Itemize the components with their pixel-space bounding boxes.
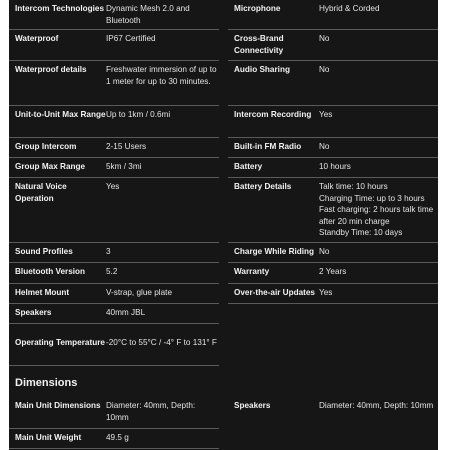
spec-row — [9, 284, 438, 304]
spec-label: Microphone — [234, 4, 281, 13]
spec-label: Cross-Brand Connectivity — [234, 34, 284, 55]
spec-cell-warranty — [228, 263, 438, 284]
spec-value: Dynamic Mesh 2.0 and Bluetooth — [106, 4, 190, 25]
spec-value: Up to 1km / 0.6mi — [106, 110, 171, 119]
spec-value: Talk time: 10 hours Charging Time: up to 3 hours Fast charging: 2 hours talk time after 20 min charge Standby Time: 10 days — [319, 182, 434, 237]
spec-value: 2 Years — [319, 267, 347, 276]
spec-label: Charge While Riding — [234, 247, 315, 256]
spec-value: -20°C to 55°C / -4° F to 131° F — [106, 338, 217, 347]
spec-label: Waterproof — [15, 34, 59, 43]
spec-cell-speakers-dimensions — [228, 397, 438, 429]
spec-value: Yes — [106, 182, 120, 191]
spec-value: 40mm JBL — [106, 308, 146, 317]
spec-label: Main Unit Dimensions — [15, 401, 101, 410]
spec-label: Sound Profiles — [15, 247, 73, 256]
spec-cell-empty — [228, 324, 438, 366]
spec-cell-group-max-range — [9, 158, 219, 178]
spec-row — [9, 0, 438, 30]
spec-cell-charge-while-riding — [228, 243, 438, 263]
spec-label: Intercom Recording — [234, 110, 312, 119]
spec-cell-intercom-recording — [228, 106, 438, 138]
spec-label: Built-in FM Radio — [234, 142, 302, 151]
spec-value: V-strap, glue plate — [106, 288, 172, 297]
spec-cell-speakers — [9, 304, 219, 324]
spec-label: Waterproof details — [15, 65, 87, 74]
spec-row — [9, 178, 438, 243]
spec-value: No — [319, 65, 330, 74]
spec-label: Group Intercom — [15, 142, 77, 151]
spec-cell-sound-profiles — [9, 243, 219, 263]
spec-cell-battery — [228, 158, 438, 178]
spec-row — [9, 61, 438, 106]
spec-row — [9, 324, 438, 366]
spec-label: Speakers — [234, 401, 271, 410]
spec-label: Helmet Mount — [15, 288, 70, 297]
spec-label: Audio Sharing — [234, 65, 290, 74]
spec-cell-microphone — [228, 0, 438, 30]
spec-cell-empty — [228, 429, 438, 449]
specs-panel — [9, 0, 438, 450]
spec-cell-intercom-technologies — [9, 0, 219, 30]
spec-cell-battery-details — [228, 178, 438, 243]
spec-cell-over-the-air-updates — [228, 284, 438, 304]
spec-row — [9, 106, 438, 138]
dimensions-row — [9, 397, 438, 429]
spec-value: 5.2 — [106, 267, 118, 276]
spec-cell-waterproof — [9, 30, 219, 61]
spec-row — [9, 304, 438, 324]
spec-value: Hybrid & Corded — [319, 4, 380, 13]
spec-value: IP67 Certified — [106, 34, 156, 43]
spec-cell-cross-brand-connectivity — [228, 30, 438, 61]
spec-label: Group Max Range — [15, 162, 86, 171]
spec-cell-audio-sharing — [228, 61, 438, 106]
spec-label: Intercom Technologies — [15, 4, 105, 13]
spec-cell-group-intercom — [9, 138, 219, 158]
spec-label: Battery — [234, 162, 263, 171]
spec-cell-main-unit-weight — [9, 429, 219, 449]
spec-value: 10 hours — [319, 162, 351, 171]
spec-cell-unit-to-unit-max-range — [9, 106, 219, 138]
spec-cell-built-in-fm-radio — [228, 138, 438, 158]
spec-cell-main-unit-dimensions — [9, 397, 219, 429]
spec-cell-helmet-mount — [9, 284, 219, 304]
spec-value: No — [319, 34, 330, 43]
spec-value: No — [319, 142, 330, 151]
spec-cell-natural-voice-operation — [9, 178, 219, 243]
spec-label: Bluetooth Version — [15, 267, 86, 276]
spec-cell-waterproof-details — [9, 61, 219, 106]
spec-value: Yes — [319, 288, 333, 297]
spec-value: No — [319, 247, 330, 256]
spec-cell-bluetooth-version — [9, 263, 219, 284]
dimensions-row — [9, 429, 438, 449]
spec-row — [9, 158, 438, 178]
spec-value: 3 — [106, 247, 111, 256]
dimensions-heading: Dimensions — [15, 377, 78, 389]
spec-label: Natural Voice Operation — [15, 182, 67, 203]
spec-row — [9, 138, 438, 158]
spec-label: Speakers — [15, 308, 52, 317]
spec-cell-operating-temperature — [9, 324, 219, 366]
spec-label: Unit-to-Unit Max Range — [15, 110, 106, 119]
spec-value: Freshwater immersion of up to 1 meter for up to 30 minutes. — [106, 65, 217, 86]
spec-label: Over-the-air Updates — [234, 288, 315, 297]
spec-value: 2-15 Users — [106, 142, 147, 151]
spec-value: Yes — [319, 110, 333, 119]
spec-cell-empty — [228, 304, 438, 324]
spec-value: 5km / 3mi — [106, 162, 142, 171]
spec-label: Operating Temperature — [15, 338, 105, 347]
spec-label: Battery Details — [234, 182, 292, 191]
spec-value: 49.5 g — [106, 433, 129, 442]
spec-row — [9, 243, 438, 263]
spec-value: Diameter: 40mm, Depth: 10mm — [106, 401, 196, 422]
spec-row — [9, 263, 438, 284]
spec-label: Main Unit Weight — [15, 433, 82, 442]
spec-label: Warranty — [234, 267, 270, 276]
spec-table — [9, 0, 438, 366]
spec-value: Diameter: 40mm, Depth: 10mm — [319, 401, 434, 410]
spec-row — [9, 30, 438, 61]
